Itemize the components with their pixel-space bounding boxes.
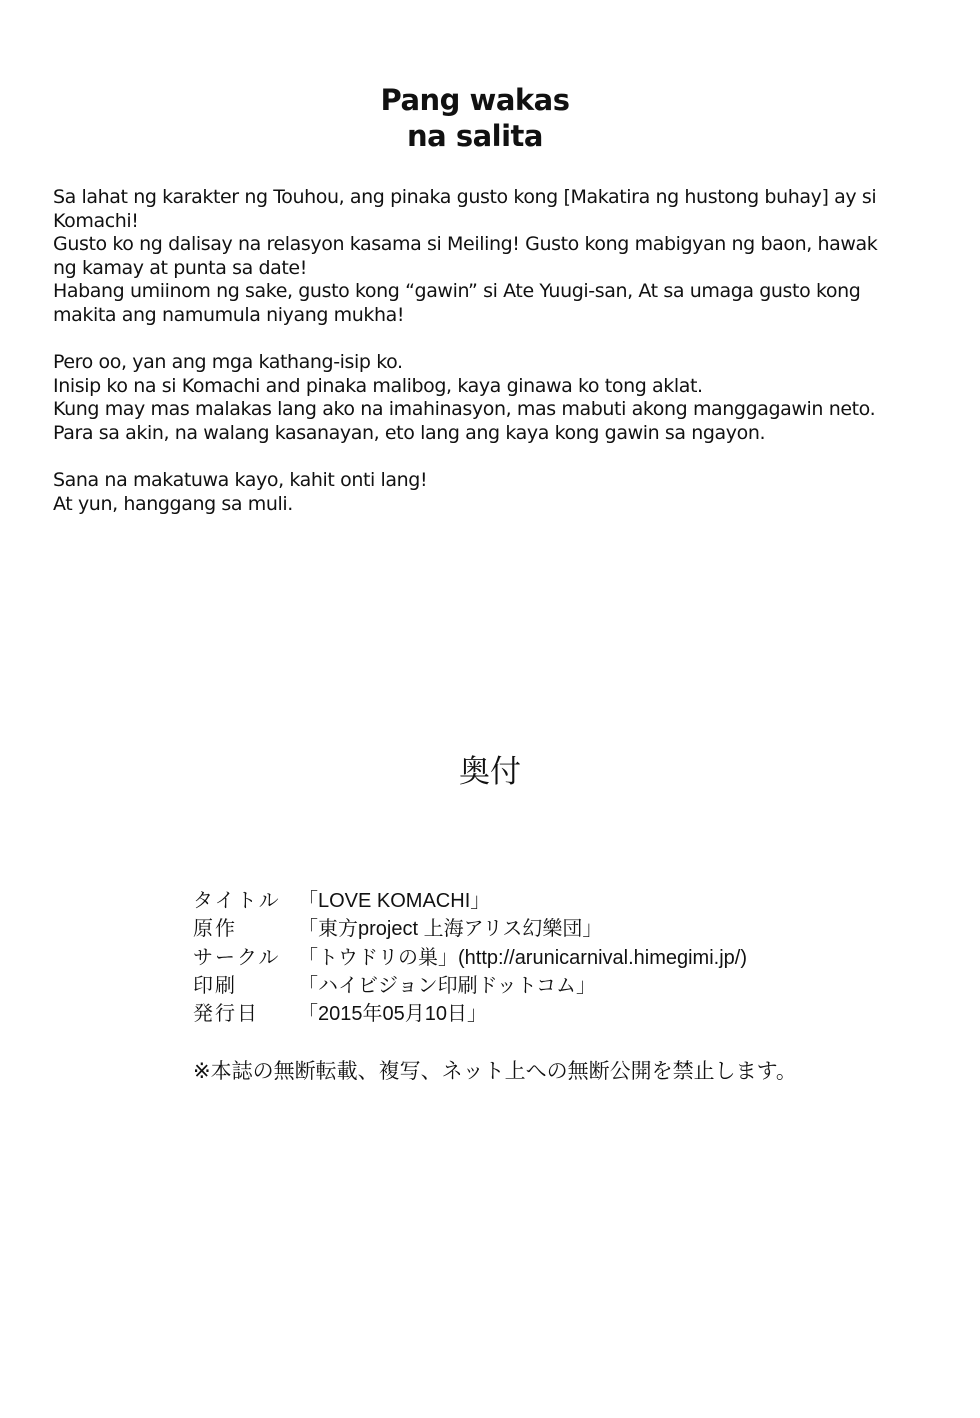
colophon-row-circle [193,944,747,972]
blank-line [53,328,953,352]
text-line: Para sa akin, na walang kasanayan, eto lang ang kaya kong gawin sa ngayon. [53,421,766,444]
colophon-value: 「東方project 上海アリス幻樂団」 [298,918,603,941]
text-line: ng kamay at punta sa date! [53,256,307,279]
title-line-2: na salita [407,119,543,153]
colophon-label: 原作 [193,918,237,941]
text-line: Sa lahat ng karakter ng Touhou, ang pinaka gusto kong [Makatira ng hustong buhay] ay si [53,186,877,208]
text-line: Gusto ko ng dalisay na relasyon kasama si Meiling! Gusto kong mabigyan ng baon, hawak [53,233,878,256]
afterword-text [53,186,953,516]
text-line: Pero oo, yan ang mga kathang-isip ko. [53,351,403,374]
colophon-label: サークル [193,946,281,969]
colophon-value: 「2015年05月10日」 [298,1003,487,1026]
text-line: Kung may mas malakas lang ako na imahinasyon, mas mabuti akong manggagawin neto. [53,398,876,421]
text-line: At yun, hanggang sa muli. [53,492,293,515]
title-line-1: Pang wakas [380,83,570,117]
colophon-label: 発行日 [193,1003,259,1026]
colophon-value: 「ハイビジョン印刷ドットコム」 [298,974,596,997]
colophon-table [193,887,747,1028]
colophon-row-printer [193,972,747,1000]
colophon-row-original [193,915,747,943]
text-line: Komachi! [53,209,139,232]
colophon-row-title [193,887,747,915]
copyright-notice: ※本誌の無断転載、複写、ネット上への無断公開を禁止します。 [193,1060,797,1083]
colophon-row-date [193,1000,747,1028]
text-line: Inisip ko na si Komachi and pinaka malibog, kaya ginawa ko tong aklat. [53,374,703,397]
text-line: Sana na makatuwa kayo, kahit onti lang! [53,469,428,492]
text-line: Habang umiinom ng sake, gusto kong “gawin” si Ate Yuugi-san, At sa umaga gusto kong [53,280,861,303]
colophon-value: 「LOVE KOMACHI」 [298,890,491,912]
colophon-label: 印刷 [193,974,237,997]
page-title [0,82,950,154]
text-line: makita ang namumula niyang mukha! [53,303,405,326]
colophon-value: 「トウドリの巣」(http://arunicarnival.himegimi.jp/) [298,946,747,969]
blank-line [53,446,953,470]
colophon-label: タイトル [193,890,281,912]
colophon-heading: 奥付 [459,754,521,790]
